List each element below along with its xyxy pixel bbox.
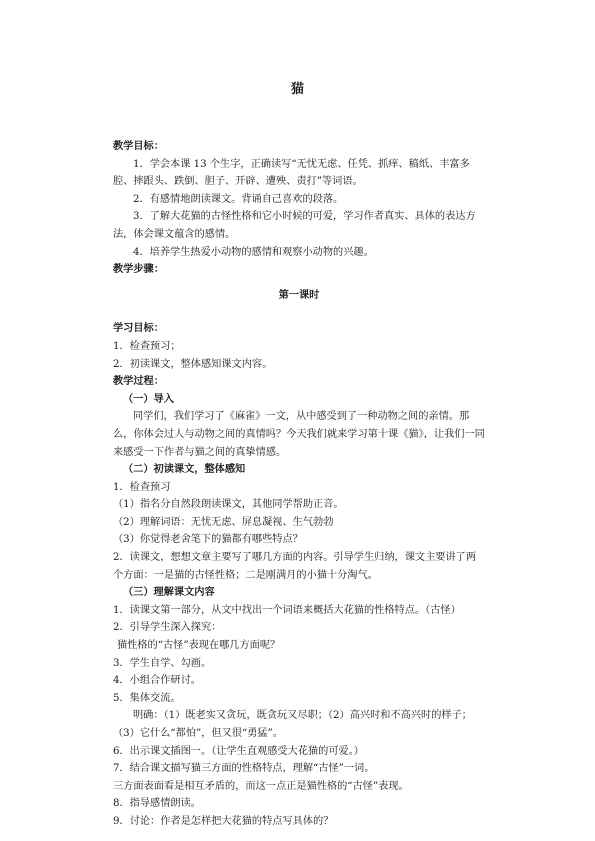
part2-paragraph: 2．读课文，想想文章主要写了哪几方面的内容。引导学生归纳，课文主要讲了两个方面：一是猫的古怪性格；二是刚满月的小猫十分淘气。 [113, 552, 477, 581]
goal-item: 1．学会本课 13 个生字，正确读写“无忧无虑、任凭、抓痒、稿纸、丰富多腔、摔跟头、跌倒、胆子、开辟、遭殃、责打”等词语。 [113, 158, 470, 188]
part2-item: （1）指名分自然段朗读课文，其他同学帮助正音。 [113, 499, 344, 511]
study-goal-item: 1．检查预习； [113, 340, 181, 352]
part1-paragraph: 同学们，我们学习了《麻雀》一文，从中感受到了一种动物之间的亲情。那么，你体会过人与动物之间的真情吗？今天我们就来学习第十课《猫》，让我们一同来感受一下作者与猫之间的真挚情感。 [113, 411, 485, 458]
document-body [113, 138, 485, 831]
part3-item: 2．引导学生深入探究： [113, 622, 222, 634]
part2-item: 1．检查预习 [113, 481, 171, 493]
part1-heading: （一）导入 [123, 393, 174, 405]
process-heading: 教学过程： [113, 376, 164, 388]
part2-item: （3）你觉得老舍笔下的猫都有哪些特点？ [113, 534, 303, 546]
part3-item: 7．结合课文描写猫三方面的性格特点，理解“古怪”一词。 [113, 763, 375, 775]
part3-heading: （三）理解课文内容 [123, 587, 215, 599]
part3-item: 6．出示课文插图一。（让学生直观感受大花猫的可爱。） [113, 745, 364, 757]
part2-item: （2）理解词语：无忧无虑、屏息凝视、生气勃勃 [113, 516, 334, 528]
goals-heading: 教学目标： [113, 141, 164, 152]
part3-item: 3．学生自学、勾画。 [113, 657, 212, 669]
lesson-title: 第一课时 [278, 289, 320, 301]
part3-item: 9．讨论：作者是怎样把大花猫的特点写具体的？ [113, 815, 334, 827]
part3-explanation: 明确：（1）既老实又贪玩，既贪玩又尽职；（2）高兴时和不高兴时的样子；（3）它什么“都怕”，但又很“勇猛”。 [113, 710, 472, 739]
part3-item: 5．集体交流。 [113, 692, 181, 704]
goal-item: 2．有感情地朗读课文。背诵自己喜欢的段落。 [133, 193, 344, 205]
study-goals-heading: 学习目标： [113, 323, 164, 335]
part3-item: 三方面表面看是相互矛盾的，而这一点正是猫性格的“古怪”表现。 [113, 780, 409, 792]
part3-item: 4．小组合作研讨。 [113, 675, 201, 687]
part3-item: 8．指导感情朗读。 [113, 798, 201, 810]
study-goal-item: 2．初读课文，整体感知课文内容。 [113, 358, 273, 370]
goal-item: 3．了解大花猫的古怪性格和它小时候的可爱，学习作者真实、具体的表达方法，体会课文蕴含的感情。 [113, 211, 476, 240]
document-title: 猫 [290, 82, 304, 97]
part3-item: 1．读课文第一部分，从文中找出一个词语来概括大花猫的性格特点。（古怪） [113, 604, 461, 616]
part2-heading: （二）初读课文，整体感知 [123, 464, 246, 476]
part3-item: 猫性格的“古怪”表现在哪几方面呢？ [117, 640, 281, 652]
goal-item: 4．培养学生热爱小动物的感情和观察小动物的兴趣。 [133, 246, 374, 258]
steps-heading: 教学步骤： [113, 264, 164, 276]
